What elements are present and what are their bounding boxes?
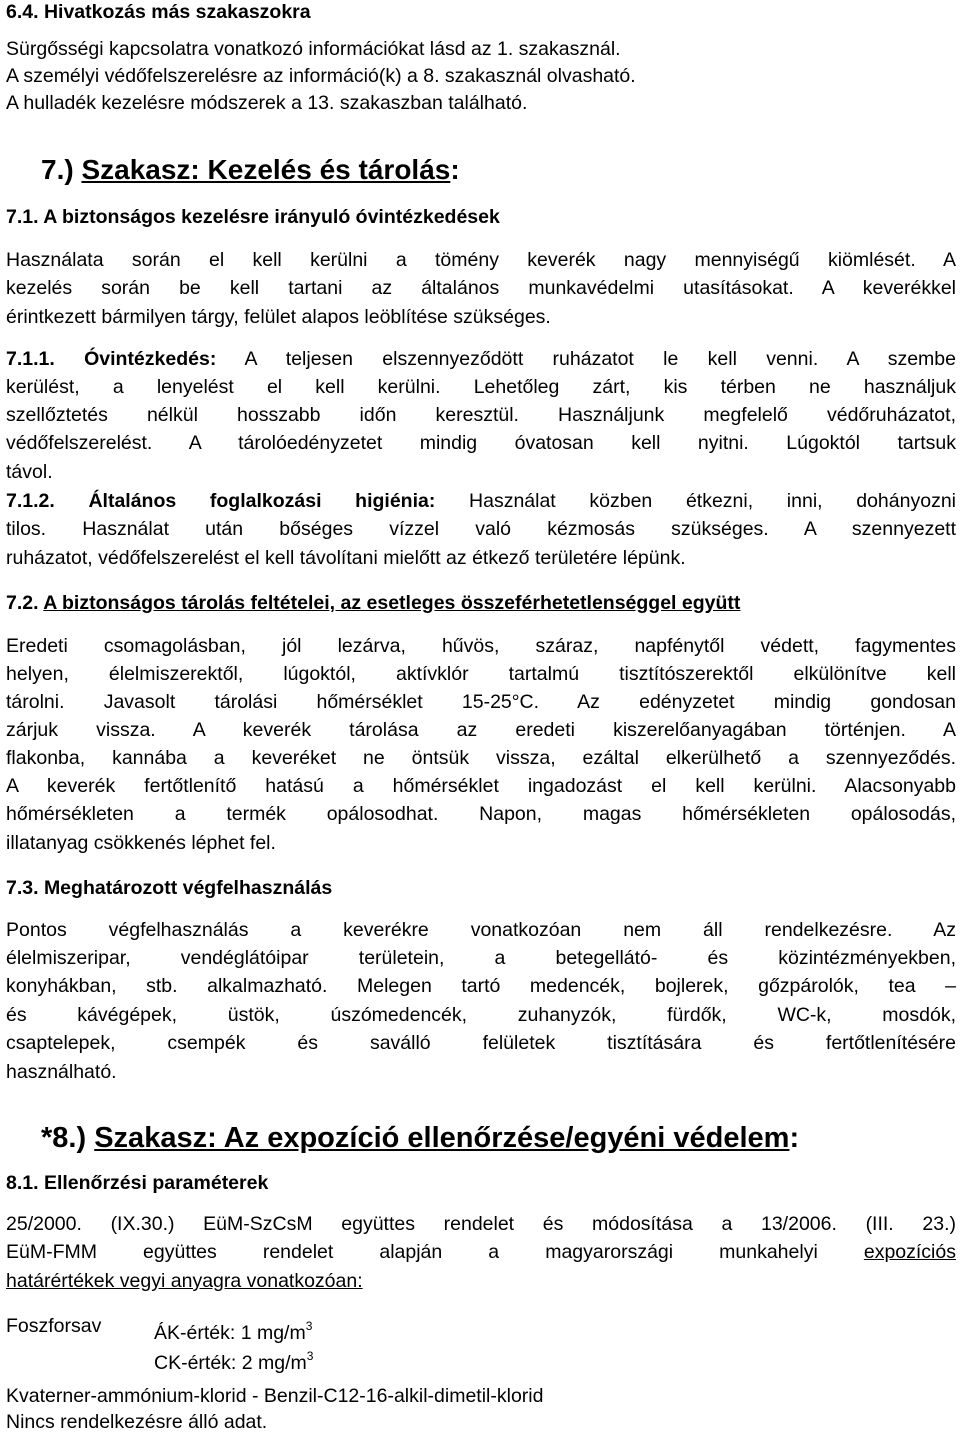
section-6-4-heading: 6.4. Hivatkozás más szakaszokra	[6, 1, 311, 23]
section-7-title	[41, 154, 460, 186]
section-7-1-heading: 7.1. A biztonságos kezelésre irányuló óvintézkedések	[6, 206, 500, 228]
section-7-paren: )	[64, 154, 74, 185]
section-7-1-1-line: védőfelszerelést. A tárolóedényzetet mindig óvatosan kell nyitni. Lúgoktól tartsuk	[6, 432, 956, 454]
section-7-2-line: illatanyag csökkenés léphet fel.	[6, 832, 276, 854]
ck-unit-exponent: 3	[306, 1349, 314, 1363]
section-7-3-line: élelmiszeripar, vendéglátóipar területein, a betegellátó- és közintézményekben,	[6, 947, 956, 969]
section-7-3-line: csaptelepek, csempék és saválló felületek tisztítására és fertőtlenítésére	[6, 1032, 956, 1054]
section-7-1-2-label: 7.1.2. Általános foglalkozási higiénia:	[6, 490, 436, 512]
section-7-1-1-line: kerülést, a lenyelést el kell kerülni. Lehetőleg zárt, kis térben ne használjuk	[6, 376, 956, 398]
ck-value	[154, 1344, 313, 1375]
substance-name: Kvaterner-ammónium-klorid - Benzil-C12-16-alkil-dimetil-klorid	[6, 1385, 544, 1407]
section-7-2-line: Eredeti csomagolásban, jól lezárva, hűvös, száraz, napfénytől védett, fagymentes	[6, 635, 956, 657]
section-7-1-1-text: A teljesen elszennyeződött ruházatot le kell venni. A szembe	[244, 348, 956, 370]
section-7-2-line: zárjuk vissza. A keverék tárolása az eredeti kiszerelőanyagában történjen. A	[6, 719, 956, 741]
ak-unit-exponent: 3	[305, 1319, 313, 1333]
section-7-1-2-text: Használat közben étkezni, inni, dohányozni	[469, 490, 956, 512]
section-7-colon: :	[450, 154, 460, 185]
section-7-3-line: Pontos végfelhasználás a keverékre vonatkozóan nem áll rendelkezésre. Az	[6, 919, 956, 941]
section-7-1-line: érintkezett bármilyen tárgy, felület alapos leöblítése szükséges.	[6, 306, 551, 328]
exposure-limits-link-part2: határértékek vegyi anyagra vonatkozóan:	[6, 1270, 363, 1292]
section-7-2-heading	[6, 591, 740, 615]
section-7-1-2-line: ruházatot, védőfelszerelést el kell távolítani mielőtt az étkező területére lépünk.	[6, 547, 686, 569]
section-7-3-line: konyhákban, stb. alkalmazható. Melegen tartó medencék, bojlerek, gőzpárolók, tea –	[6, 975, 956, 997]
section-8-1-line-2	[6, 1240, 956, 1264]
section-7-1-1-first-line	[6, 347, 956, 371]
section-7-number: 7.	[41, 154, 65, 185]
ck-value-text: CK-érték: 2 mg/m	[154, 1352, 307, 1374]
section-7-2-line: A keverék fertőtlenítő hatású a hőmérséklet ingadozást el kell kerülni. Alacsonyabb	[6, 775, 956, 797]
no-data-note: Nincs rendelkezésre álló adat.	[6, 1411, 268, 1433]
substance-name: Foszforsav	[6, 1315, 102, 1337]
section-7-1-2-line: tilos. Használat után bőséges vízzel való kézmosás szükséges. A szennyezett	[6, 518, 956, 540]
section-7-2-number: 7.2.	[6, 592, 39, 614]
section-7-2-line: flakonba, kannába a keveréket ne öntsük vissza, ezáltal elkerülhető a szennyeződés.	[6, 747, 956, 769]
section-8-1-heading: 8.1. Ellenőrzési paraméterek	[6, 1172, 269, 1194]
section-7-3-heading: 7.3. Meghatározott végfelhasználás	[6, 877, 333, 899]
section-8-colon: :	[789, 1122, 800, 1154]
section-8-1-line-text: EüM-FMM együttes rendelet alapján a magyarországi munkahelyi	[6, 1241, 818, 1263]
section-7-3-line: és kávégépek, üstök, úszómedencék, zuhanyzók, fürdők, WC-k, mosdók,	[6, 1004, 956, 1026]
ak-value	[154, 1314, 312, 1345]
section-8-number: *8.	[41, 1122, 77, 1154]
section-7-1-1-line: távol.	[6, 461, 53, 483]
section-8-1-line: 25/2000. (IX.30.) EüM-SzCsM együttes rendelet és módosítása a 13/2006. (III. 23.)	[6, 1213, 956, 1235]
exposure-limits-link-part1: expozíciós	[863, 1241, 956, 1263]
section-7-1-line: Használata során el kell kerülni a tömény keverék nagy mennyiségű kiömlését. A	[6, 249, 956, 271]
section-7-3-line: használható.	[6, 1061, 117, 1083]
section-8-title	[41, 1121, 799, 1155]
section-7-1-2-first-line	[6, 489, 956, 513]
section-6-4-line: A hulladék kezelésre módszerek a 13. szakaszban található.	[6, 92, 528, 114]
section-6-4-line: A személyi védőfelszerelésre az információ(k) a 8. szakasznál olvasható.	[6, 65, 636, 87]
section-7-2-line: helyen, élelmiszerektől, lúgoktól, aktívklór tartalmú tisztítószerektől elkülönítve kell	[6, 663, 956, 685]
section-7-1-1-label: 7.1.1. Óvintézkedés:	[6, 348, 217, 370]
section-7-title-text: Szakasz: Kezelés és tárolás	[81, 154, 451, 185]
section-7-1-1-line: szellőztetés nélkül hosszabb időn keresztül. Használjunk megfelelő védőruházatot,	[6, 404, 956, 426]
section-6-4-line: Sürgősségi kapcsolatra vonatkozó információkat lásd az 1. szakasznál.	[6, 38, 621, 60]
section-8-title-text: Szakasz: Az expozíció ellenőrzése/egyéni védelem	[94, 1122, 790, 1154]
ak-value-text: ÁK-érték: 1 mg/m	[154, 1322, 306, 1344]
section-7-1-line: kezelés során be kell tartani az általános munkavédelmi utasításokat. A keverékkel	[6, 277, 956, 299]
section-7-2-title: A biztonságos tárolás feltételei, az esetleges összeférhetetlenséggel együtt	[43, 592, 741, 614]
section-7-2-line: tárolni. Javasolt tárolási hőmérséklet 15-25°C. Az edényzetet mindig gondosan	[6, 691, 956, 713]
section-8-paren: )	[76, 1122, 87, 1154]
section-7-2-line: hőmérsékleten a termék opálosodhat. Napon, magas hőmérsékleten opálosodás,	[6, 803, 956, 825]
